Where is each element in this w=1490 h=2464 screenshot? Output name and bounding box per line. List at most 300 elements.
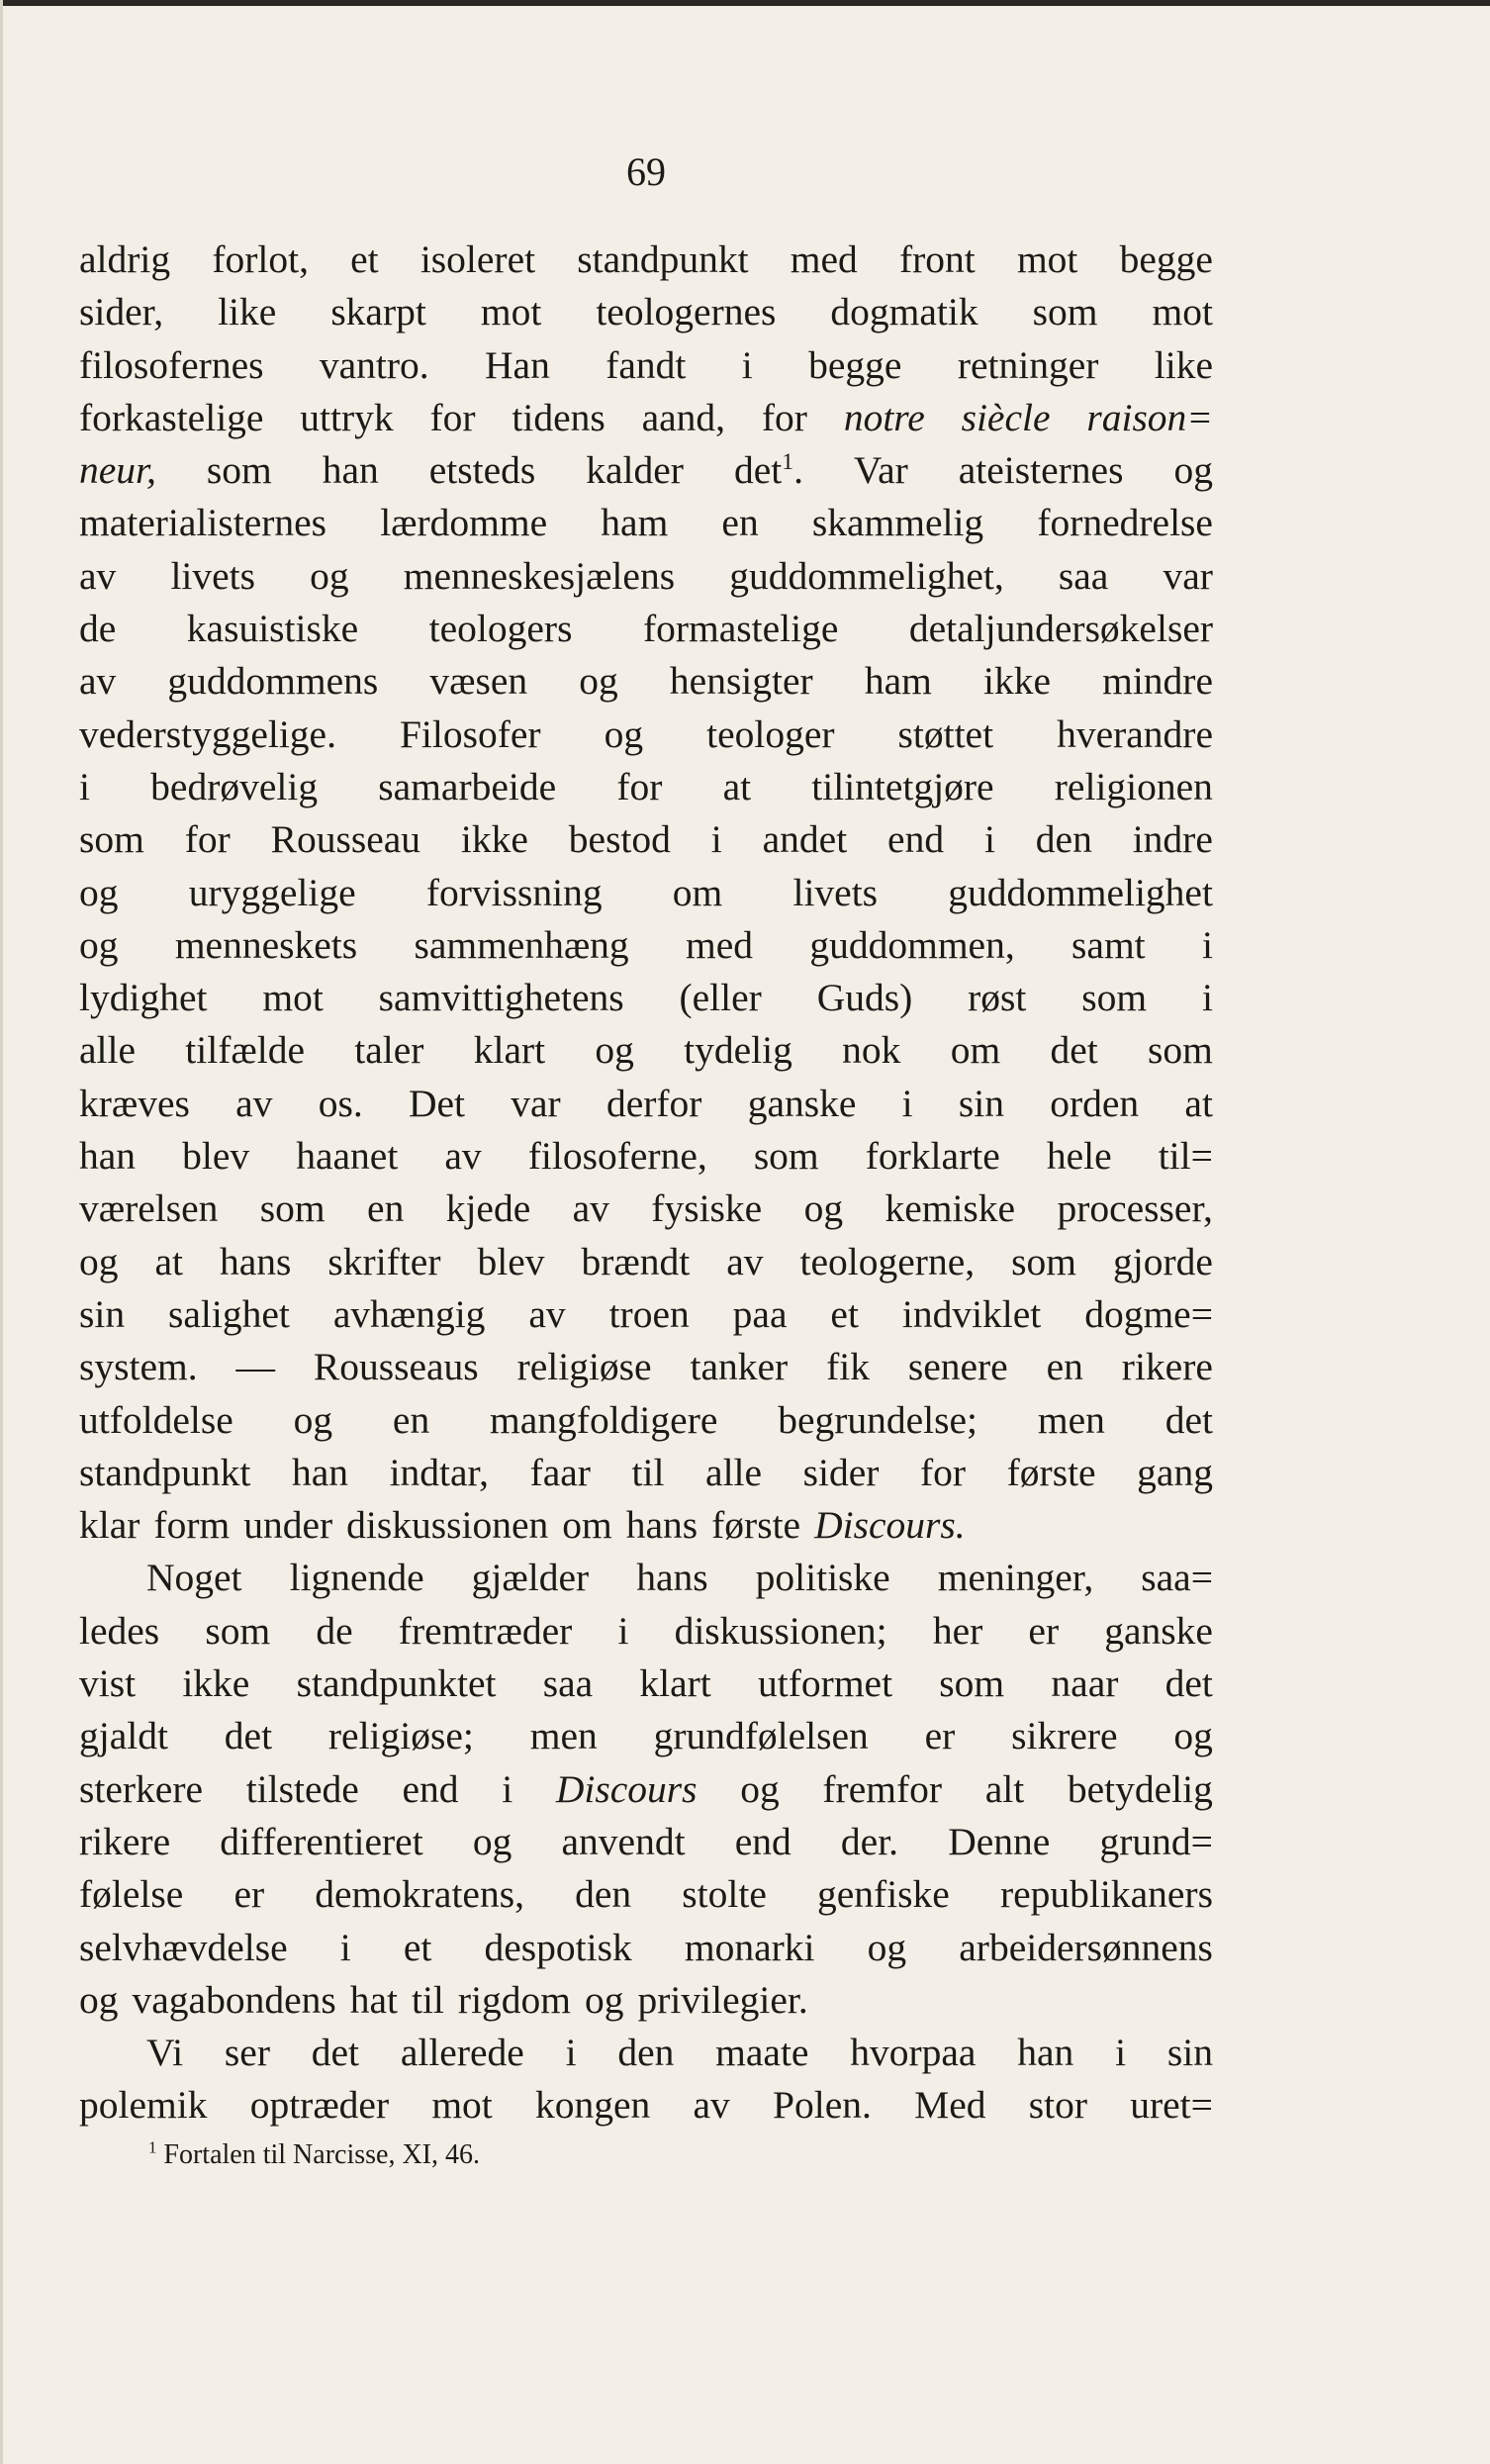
word: sider, <box>79 290 164 334</box>
word: et <box>830 1291 859 1336</box>
word: er <box>233 1872 265 1917</box>
text-line <box>79 1658 1213 1710</box>
word: og <box>79 1239 119 1283</box>
word: for <box>761 395 807 439</box>
word: mot <box>431 2083 493 2128</box>
word: indre <box>1132 817 1213 862</box>
word: med <box>686 922 754 967</box>
word: materialisternes <box>79 501 327 545</box>
word: for <box>184 817 231 862</box>
text-line <box>79 1183 1213 1235</box>
word: han <box>291 1450 348 1494</box>
word: til= <box>1158 1134 1213 1179</box>
text-line <box>79 1974 1213 2027</box>
word: sammenhæng <box>414 922 629 967</box>
word: og <box>604 711 644 756</box>
word: religiøse; <box>327 1714 474 1758</box>
word: selvhævdelse <box>79 1925 288 1969</box>
word: Med <box>914 2083 986 2128</box>
word: end <box>887 817 945 862</box>
text-line <box>79 1130 1213 1183</box>
word: Han <box>485 342 550 387</box>
word: mangfoldigere <box>490 1397 718 1442</box>
word: maate <box>715 2031 809 2075</box>
word: mot <box>1152 290 1213 334</box>
word: ham <box>864 659 932 704</box>
word: vantro. <box>319 342 429 387</box>
word: om <box>562 1503 612 1548</box>
word: hverandre <box>1057 711 1213 756</box>
text-line <box>79 2079 1213 2132</box>
word: at <box>722 764 752 808</box>
text-line <box>79 603 1213 655</box>
word: polemik <box>79 2083 208 2128</box>
word: form <box>153 1503 231 1548</box>
word: optræder <box>249 2083 390 2128</box>
word: diskussionen; <box>674 1608 887 1653</box>
word: Vi <box>146 2031 184 2075</box>
word: paa <box>732 1291 788 1336</box>
word: standpunktet <box>296 1661 497 1706</box>
word: og <box>1173 1714 1213 1758</box>
word: differentieret <box>220 1819 423 1863</box>
word: i <box>1201 922 1213 967</box>
word: de <box>79 607 117 651</box>
word: som <box>205 1608 271 1653</box>
word: saa= <box>1141 1556 1213 1600</box>
word: utfoldelse <box>79 1397 233 1442</box>
word: formastelige <box>642 607 839 651</box>
word: mot <box>1016 237 1078 281</box>
word: standpunkt <box>79 1450 251 1494</box>
word: arbeidersønnens <box>959 1925 1213 1969</box>
word: hensigter <box>669 659 813 704</box>
word: Guds) <box>816 976 913 1020</box>
word: meninger, <box>937 1556 1094 1600</box>
word: bestod <box>568 817 671 862</box>
word: teologernes <box>596 290 777 334</box>
word: av <box>693 2083 730 2128</box>
word: ser <box>224 2031 270 2075</box>
word: skrifter <box>327 1239 441 1283</box>
text-line <box>79 1024 1213 1077</box>
text-line <box>79 339 1213 392</box>
word: av <box>572 1186 609 1231</box>
word: røst <box>968 976 1027 1020</box>
word: rigdom <box>457 1977 572 2022</box>
word: teologer <box>706 711 835 756</box>
word: alle <box>79 1028 137 1073</box>
word: tilfælde <box>185 1028 305 1073</box>
text-line <box>79 1341 1213 1393</box>
word: brændt <box>581 1239 691 1283</box>
word: republikaners <box>999 1872 1213 1917</box>
word: dogmatik <box>830 290 978 334</box>
word: aldrig <box>79 237 171 281</box>
word: sin <box>79 1291 126 1336</box>
word: forkastelige <box>79 395 264 439</box>
word: sin <box>958 1081 1004 1125</box>
word: fornedrelse <box>1037 501 1213 545</box>
word: som <box>1011 1239 1076 1283</box>
word: kræves <box>79 1081 190 1125</box>
word: salighet <box>168 1291 290 1336</box>
word: taler <box>354 1028 424 1073</box>
word: anvendt <box>561 1819 686 1863</box>
word: ikke <box>460 817 528 862</box>
word: lydighet <box>79 976 208 1020</box>
text-line <box>79 286 1213 338</box>
word: et <box>350 237 379 281</box>
word: hans <box>220 1239 292 1283</box>
word: like <box>218 290 277 334</box>
body-text <box>79 234 1213 2132</box>
word: isoleret <box>419 237 536 281</box>
word: av <box>528 1291 566 1336</box>
text-line <box>79 709 1213 761</box>
word: fandt <box>605 342 687 387</box>
page-number: 69 <box>626 149 666 194</box>
word: til <box>411 1977 444 2022</box>
word: nok <box>842 1028 901 1073</box>
word: men <box>529 1714 598 1758</box>
word: avhængig <box>332 1291 486 1336</box>
word: vagabondens <box>132 1977 336 2022</box>
word: ganske <box>1104 1608 1213 1653</box>
word: som <box>1032 290 1098 334</box>
word: i <box>79 764 90 808</box>
text-line <box>79 1447 1213 1499</box>
word: kalder <box>586 448 684 493</box>
text-line <box>79 655 1213 708</box>
word: utformet <box>758 1661 893 1706</box>
word: vederstyggelige. <box>79 711 336 756</box>
word: som <box>1148 1028 1213 1073</box>
word: for <box>429 395 476 439</box>
word: blev <box>182 1134 250 1179</box>
word: av <box>444 1134 482 1179</box>
word: hele <box>1046 1134 1112 1179</box>
word: aand, <box>641 395 726 439</box>
text-line <box>79 761 1213 813</box>
word: kongen <box>535 2083 651 2128</box>
word: han <box>79 1134 137 1179</box>
word: følelse <box>79 1872 184 1917</box>
word: mot <box>480 290 542 334</box>
word: begge <box>808 342 902 387</box>
word: gjælder <box>471 1556 590 1600</box>
word: vist <box>79 1661 137 1706</box>
text-line <box>79 813 1213 866</box>
word: Filosofer <box>399 711 541 756</box>
word: var <box>511 1081 561 1125</box>
word: — <box>235 1345 275 1389</box>
word: ikke <box>182 1661 250 1706</box>
word: forlot, <box>212 237 309 281</box>
word: andet <box>762 817 848 862</box>
word: skammelig <box>811 501 984 545</box>
word: var <box>1163 553 1213 598</box>
word: sin <box>1166 2031 1213 2075</box>
word: med <box>790 237 858 281</box>
word: forklarte <box>865 1134 1000 1179</box>
word: privilegier. <box>637 1977 808 2022</box>
word: det <box>1164 1397 1213 1442</box>
footnote-marker: 1 <box>148 2137 157 2157</box>
word: i <box>565 2031 577 2075</box>
word: om <box>672 870 723 914</box>
word: mindre <box>1102 659 1213 704</box>
text-line <box>79 867 1213 919</box>
text-line <box>79 1868 1213 1921</box>
word: og <box>867 1925 907 1969</box>
text-line <box>79 1605 1213 1658</box>
word-with-footnote-ref: $\det^1$. <box>733 448 803 493</box>
word: i <box>710 817 722 862</box>
text-line <box>79 1078 1213 1130</box>
word: fremtræder <box>398 1608 573 1653</box>
text-line <box>79 497 1213 549</box>
word: tydelig <box>684 1028 792 1073</box>
word: at <box>1184 1081 1213 1125</box>
word: at <box>154 1239 184 1283</box>
word: i <box>339 1925 351 1969</box>
word: i <box>741 342 753 387</box>
word: og <box>585 1977 624 2022</box>
word: værelsen <box>79 1186 219 1231</box>
word: første <box>1006 1450 1096 1494</box>
word: diskussionen <box>346 1503 549 1548</box>
word: og <box>310 553 349 598</box>
text-line <box>79 234 1213 286</box>
text-line <box>79 1816 1213 1868</box>
word: det <box>311 2031 360 2075</box>
word: og <box>803 1186 844 1231</box>
word: sikrere <box>1011 1714 1118 1758</box>
word: og <box>79 1977 119 2022</box>
word: fremfor <box>822 1766 943 1811</box>
word: menneskesjælens <box>403 553 676 598</box>
word: av <box>235 1081 273 1125</box>
word: i <box>502 1766 513 1811</box>
word: indtar, <box>389 1450 489 1494</box>
word: hvorpaa <box>850 2031 977 2075</box>
text-line <box>79 444 1213 497</box>
word: i <box>901 1081 913 1125</box>
word: i <box>617 1608 629 1653</box>
word: Discours. <box>814 1503 966 1548</box>
text-line <box>79 1763 1213 1816</box>
text-line <box>79 972 1213 1024</box>
word: begrundelse; <box>778 1397 978 1442</box>
word: haanet <box>296 1134 399 1179</box>
text-line <box>79 919 1213 972</box>
word: retninger <box>957 342 1099 387</box>
word: første <box>711 1503 801 1548</box>
word: gjorde <box>1112 1239 1213 1283</box>
word: saa <box>1058 553 1109 598</box>
word: politiske <box>755 1556 890 1600</box>
word: neur, <box>79 448 156 493</box>
word: og <box>79 922 119 967</box>
word: os. <box>318 1081 363 1125</box>
word: og <box>1173 448 1213 493</box>
word: som <box>1081 976 1148 1020</box>
word: klart <box>473 1028 546 1073</box>
word: filosoferne, <box>527 1134 707 1179</box>
footnote-text: Fortalen til Narcisse, XI, 46. <box>163 2139 480 2170</box>
word: senere <box>907 1345 1008 1389</box>
word: som <box>259 1186 326 1231</box>
word: rikere <box>79 1819 171 1863</box>
word: guddommelighet, <box>729 553 1004 598</box>
word: system. <box>79 1345 198 1389</box>
word: despotisk <box>484 1925 632 1969</box>
word: de <box>316 1608 353 1653</box>
word: orden <box>1050 1081 1140 1125</box>
word: for <box>920 1450 967 1494</box>
word: gjaldt <box>79 1714 168 1758</box>
word: skarpt <box>330 290 426 334</box>
word: det <box>1050 1028 1098 1073</box>
word: Noget <box>146 1556 242 1600</box>
word: religionen <box>1054 764 1213 808</box>
word: i <box>1201 976 1213 1020</box>
word: teologers <box>428 607 573 651</box>
word: Rousseau <box>270 817 421 862</box>
word: samvittighetens <box>378 976 624 1020</box>
word: og <box>595 1028 634 1073</box>
word: begge <box>1119 237 1213 281</box>
word: notre <box>843 395 925 439</box>
word: som <box>79 817 144 862</box>
word: ganske <box>747 1081 857 1125</box>
text-line <box>79 1236 1213 1288</box>
word: i <box>983 817 995 862</box>
word: siècle <box>961 395 1051 439</box>
word: guddommen, <box>809 922 1015 967</box>
word: alt <box>984 1766 1025 1811</box>
word: hans <box>636 1556 708 1600</box>
word: grundfølelsen <box>653 1714 869 1758</box>
word: tidens <box>512 395 605 439</box>
word: som <box>939 1661 1005 1706</box>
word: av <box>726 1239 764 1283</box>
word: av <box>79 659 117 704</box>
word: et <box>403 1925 432 1969</box>
word: som <box>206 448 272 493</box>
word: støttet <box>897 711 994 756</box>
word: uttryk <box>300 395 394 439</box>
word: betydelig <box>1067 1766 1213 1811</box>
word: dogme= <box>1084 1291 1213 1336</box>
text-line <box>79 1499 1213 1552</box>
word: tilstede <box>245 1766 359 1811</box>
word: stolte <box>682 1872 767 1917</box>
word: end <box>734 1819 792 1863</box>
word: han <box>322 448 379 493</box>
text-line <box>79 1552 1213 1604</box>
word: allerede <box>400 2031 524 2075</box>
word: og <box>472 1819 512 1863</box>
word: sider <box>802 1450 880 1494</box>
word: han <box>1017 2031 1074 2075</box>
word: guddommens <box>167 659 379 704</box>
word: ledes <box>79 1608 160 1653</box>
word: den <box>617 2031 675 2075</box>
word: Det <box>408 1081 465 1125</box>
word: en <box>1046 1345 1083 1389</box>
word: raison= <box>1086 395 1213 439</box>
word: er <box>1028 1608 1060 1653</box>
word: lignende <box>289 1556 424 1600</box>
text-line <box>79 1394 1213 1447</box>
word: og <box>79 870 119 914</box>
word: faar <box>529 1450 591 1494</box>
word: men <box>1037 1397 1105 1442</box>
text-line <box>79 1922 1213 1974</box>
footnote-reference: 1 <box>782 449 794 476</box>
word: Var <box>853 448 908 493</box>
word: samarbeide <box>378 764 557 808</box>
word: guddommelighet <box>948 870 1213 914</box>
word: bedrøvelig <box>150 764 319 808</box>
word: en <box>721 501 759 545</box>
word: samt <box>1071 922 1146 967</box>
word: klart <box>639 1661 711 1706</box>
word: front <box>898 237 976 281</box>
word: uret= <box>1130 2083 1213 2128</box>
word: Rousseaus <box>313 1345 479 1389</box>
word: indviklet <box>901 1291 1042 1336</box>
footnote <box>148 2137 480 2173</box>
word: demokratens, <box>315 1872 524 1917</box>
word: derfor <box>605 1081 702 1125</box>
word: (eller <box>679 976 762 1020</box>
word: det <box>224 1714 273 1758</box>
word: Discours <box>555 1766 698 1811</box>
word: genfiske <box>817 1872 950 1917</box>
word: der. <box>840 1819 899 1863</box>
word: og <box>740 1766 780 1811</box>
word: hans <box>625 1503 698 1548</box>
word: hat <box>349 1977 398 2022</box>
word: grund= <box>1099 1819 1213 1863</box>
word: den <box>575 1872 632 1917</box>
word: det <box>1164 1661 1213 1706</box>
word: blev <box>477 1239 545 1283</box>
word: forvissning <box>425 870 603 914</box>
word: etsteds <box>428 448 536 493</box>
word: kjede <box>445 1186 531 1231</box>
word: gang <box>1137 1450 1213 1494</box>
word: teologerne, <box>799 1239 976 1283</box>
text-line <box>79 1710 1213 1762</box>
word: i <box>1115 2031 1127 2075</box>
word: stor <box>1028 2083 1087 2128</box>
word: mot <box>262 976 324 1020</box>
word: filosofernes <box>79 342 264 387</box>
word: ikke <box>982 659 1051 704</box>
word: kemiske <box>885 1186 1016 1231</box>
word: detaljundersøkelser <box>908 607 1213 651</box>
word: like <box>1154 342 1213 387</box>
word: sterkere <box>79 1766 203 1811</box>
word: monarki <box>684 1925 815 1969</box>
text-line <box>79 550 1213 603</box>
word: tanker <box>690 1345 789 1389</box>
text-line <box>79 2027 1213 2079</box>
